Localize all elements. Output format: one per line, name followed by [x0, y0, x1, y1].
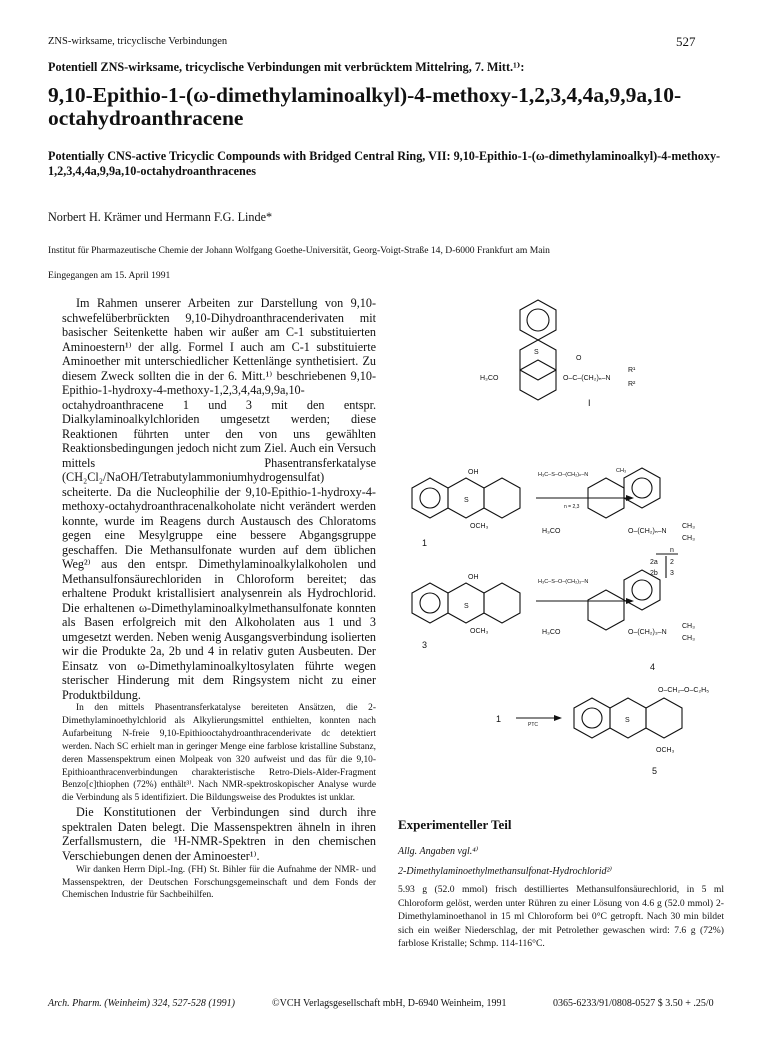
english-title: Potentially CNS-active Tricyclic Compounds with Bridged Central Ring, VII: 9,10-Epithio-1-(ω-dimethylaminoalkyl)-4-methoxy-1,2,3,4,4a,9,9a,10-octahydroanthracenes [48, 149, 721, 178]
table-row-id: 2b [650, 570, 658, 577]
h3co-label: H₃CO [542, 528, 561, 535]
h3co-label: H₃CO [542, 629, 561, 636]
footer-publisher: ©VCH Verlagsgesellschaft mbH, D-6940 Weinheim, 1991 [272, 998, 507, 1009]
series-title: Potentiell ZNS-wirksame, tricyclische Verbindungen mit verbrücktem Mittelring, 7. Mitt.¹⁾: [48, 60, 525, 74]
compound-label-4: 4 [650, 662, 656, 672]
ptc-label: PTC [528, 722, 538, 728]
reagent-1-n: n = 2,3 [564, 504, 580, 510]
formula-1 [480, 300, 636, 408]
running-header: ZNS-wirksame, tricyclische Verbindungen [48, 36, 228, 47]
authors: Norbert H. Krämer und Hermann F.G. Linde* [48, 210, 273, 224]
table-row-n: 2 [670, 559, 674, 566]
ch3-label: CH₃ [682, 523, 695, 530]
ch3-label: CH₃ [616, 468, 627, 474]
experimental-text: 5.93 g (52.0 mmol) frisch destilliertes Methansulfonsäurechlorid, in 5 ml Chloroform gelöst, werden unter Rühren zu einer Lösung von 4.6 g (52.0 mmol) 2-Dimethylaminoethanol in 15 ml Chloroform bei 0°C getropft. Nach 30 min bildet sich ein weißer Niederschlag, der mit Petrolether gewaschen wird: 7.6 g (72%) farblose Kristalle; Schmp. 114-116°C. [398, 884, 724, 949]
sulfur-label: S [534, 349, 539, 356]
experimental-general: Allg. Angaben vgl.⁴⁾ [398, 846, 479, 857]
body-paragraph-2: Die Konstitutionen der Verbindungen sind durch ihre spektralen Daten belegt. Die Massenspektren ähneln in ihren Zerfallsmustern, die ¹H-NMR-Spektren in den chemischen Verschiebungen denen der Aminoester¹⁾. [62, 805, 376, 864]
carbonyl-o-label: O [576, 355, 582, 362]
ch3-label: CH₃ [682, 623, 695, 630]
scheme-1 [412, 468, 695, 578]
product-chain-n: O–(CH₂)ₙ–N [628, 528, 667, 535]
body-column [62, 296, 376, 902]
received-date: Eingegangen am 15. April 1991 [48, 270, 171, 281]
ester-chain-label: O–C–(CH₂)ₙ–N [563, 375, 611, 382]
table-row-id: 2a [650, 559, 658, 566]
ch3-label: CH₃ [682, 635, 695, 642]
table-row-n: 3 [670, 570, 674, 577]
footer-journal: Arch. Pharm. (Weinheim) 324, 527-528 (1991) [48, 998, 236, 1009]
acknowledgement: Wir danken Herrn Dipl.-Ing. (FH) St. Bihler für die Aufnahme der NMR- und Massenspektren, der Deutschen Forschungsgemeinschaft und dem Fonds der Chemischen Industrie für Sachbeihilfen. [62, 864, 376, 901]
reaction-schemes [388, 288, 728, 808]
footer-code: 0365-6233/91/0808-0527 $ 3.50 + .25/0 [553, 998, 714, 1009]
compound-5-chain: O–CH₂–O–C₂H₅ [658, 687, 710, 694]
och3-label: OCH₃ [470, 628, 489, 635]
r1-label: R¹ [628, 367, 636, 374]
sulfur-label: S [464, 603, 469, 610]
reagent-2: H₃C–S–O–(CH₂)₃–N [538, 579, 589, 585]
affiliation: Institut für Pharmazeutische Chemie der Johann Wolfgang Goethe-Universität, Georg-Voigt-Straße 14, D-6000 Frankfurt am Main [48, 245, 550, 256]
product-chain-3: O–(CH₂)₃–N [628, 629, 667, 636]
experimental-heading: Experimenteller Teil [398, 817, 512, 832]
compound-label-1: 1 [496, 714, 502, 724]
body-paragraph-1: Im Rahmen unserer Arbeiten zur Darstellung von 9,10-schwefelüberbrückten 9,10-Dihydroanthracenderivaten mit basischer Seitenkette haben wir außer am C-1 substituierten Aminoestern¹⁾ der allg. Formel I auch am C-1 substituierte Aminoether mit unterschiedlicher Kettenlänge synthetisiert. Zu diesem Zweck sollten die in der 6. Mitt.¹⁾ beschriebenen 9,10-Epithio-1-hydroxy-4-methoxy-1,2,3,4,4a,9,9a,10-octahydroanthracene 1 und 3 mit den entspr. Dialkylaminoalkylchloriden umgesetzt werden; diese Reaktionen führten unter den von uns gewählten Reaktionsbedingungen jedoch nicht zum Ziel. Auch ein Versuch mittels Phasentransferkatalyse (CH₂Cl₂/NaOH/Tetrabutylammoniumhydrogensulfat) scheiterte. Da die Nucleophilie der 9,10-Epithio-1-hydroxy-4-methoxy-octahydroanthracenalkoholate nicht verändert werden konnte, wurde im Reagens durch Austausch des Chloratoms gegen eine Mesylgruppe eine bessere Abgangsgruppe geschaffen. Die Methansulfonate wurden auf dem üblichen Weg²⁾ aus den entspr. Dimethylaminoalkylalkoholen und Methansulfonsäurechloriden in Chloroform bereitet; das erhaltene Produkt kristallisiert analysenrein als Hydrochlorid. Die erhaltenen ω-Dimethylaminoalkylmethansulfonate konnten als Basen erfolgreich mit den Alkoholaten aus 1 und 3 umgesetzt werden. Neben wenig Ausgangsverbindung isolierten wir die Produkte 2a, 2b und 4 in relativ guten Ausbeuten. Der Einsatz von ω-Dimethylaminoalkyltosylaten führte wegen sterischer Hinderung mit dem Ringsystem nicht zu einer Produktbildung. [62, 296, 376, 702]
scheme-3 [496, 687, 709, 776]
table-header-n: n [670, 547, 674, 554]
paper-title: 9,10-Epithio-1-(ω-dimethylaminoalkyl)-4-methoxy-1,2,3,4,4a,9,9a,10-octahydroanthracene [48, 83, 682, 130]
hydroxy-label: OH [468, 574, 479, 581]
experimental-subheading: 2-Dimethylaminoethylmethansulfonat-Hydrochlorid²⁾ [398, 866, 612, 877]
hydroxy-label: OH [468, 469, 479, 476]
footnote-paragraph: In den mittels Phasentransferkatalyse bereiteten Ansätzen, die 2-Dimethylaminoethylchlorid als Alkylierungsmittel enthielten, konnten nach Aufarbeitung N-freie 9,10-Epithiooctahydroanthracenderivate dc detektiert werden. Nach SC erhielt man in geringer Menge eine farblose kristalline Substanz, deren Massenspektrum einen Molpeak von 320 aufweist und das für die 9,10-Epithioanthracenverbindungen charakteristische Retro-Diels-Alder-Fragment Benzo[c]thiophen (72%) enthält³⁾. Nach NMR-spektroskopischer Analyse wurde die Verbindung als 5 identifiziert. Die Bildungsweise des Produktes ist unklar. [62, 703, 376, 804]
methoxy-label: H₃CO [480, 375, 499, 382]
scheme-2 [412, 570, 695, 672]
och3-label: OCH₃ [470, 523, 489, 530]
page-number: 527 [676, 34, 696, 49]
reagent-1: H₃C–S–O–(CH₂)ₙ–N [538, 472, 589, 478]
compound-label-3: 3 [422, 640, 428, 650]
sulfur-label: S [464, 497, 469, 504]
compound-label-1: 1 [422, 538, 428, 548]
r2-label: R² [628, 381, 636, 388]
compound-label-5: 5 [652, 766, 658, 776]
ch3-label: CH₃ [682, 535, 695, 542]
formula-label-I: I [588, 398, 591, 408]
och3-label: OCH₃ [656, 747, 675, 754]
sulfur-label: S [625, 717, 630, 724]
